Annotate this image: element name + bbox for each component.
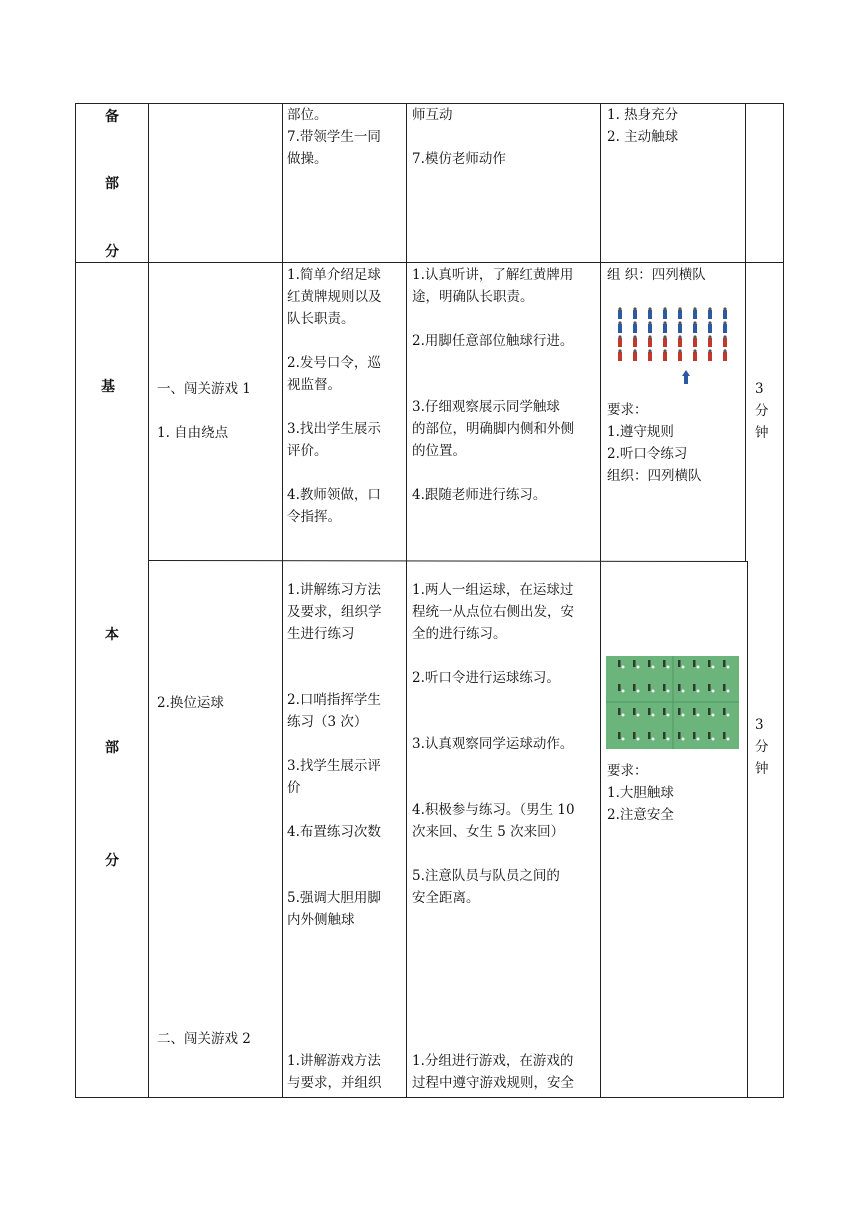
ball-marker <box>667 666 670 669</box>
student-head <box>693 335 696 338</box>
ball-marker <box>637 690 640 693</box>
student-head <box>633 349 636 352</box>
student-head <box>693 307 696 310</box>
student-marker <box>723 338 727 347</box>
ball-marker <box>652 738 655 741</box>
player-marker <box>693 732 696 739</box>
ball-marker <box>622 738 625 741</box>
student-head <box>633 321 636 324</box>
ball-marker <box>667 738 670 741</box>
player-marker <box>618 660 621 667</box>
student-head <box>678 321 681 324</box>
player-marker <box>648 660 651 667</box>
student-head <box>723 307 726 310</box>
student-marker <box>663 310 667 319</box>
prep-teacher-activity: 部位。 7.带领学生一同 做操。 <box>287 107 381 167</box>
ball-marker <box>682 714 685 717</box>
basic-section-char-3: 部 <box>105 740 119 756</box>
student-marker <box>648 324 652 333</box>
row-divider <box>75 262 784 263</box>
student-marker <box>633 324 637 333</box>
player-marker <box>693 708 696 715</box>
game1-content: 一、闯关游戏 1 1. 自由绕点 <box>157 381 251 441</box>
column-divider <box>406 103 407 1098</box>
student-marker <box>708 310 712 319</box>
student-marker <box>618 310 622 319</box>
teacher-marker <box>682 370 690 384</box>
student-marker <box>648 352 652 361</box>
game2-content: 二、闯关游戏 2 <box>157 1031 251 1047</box>
student-marker <box>708 324 712 333</box>
student-marker <box>693 338 697 347</box>
ball-marker <box>667 690 670 693</box>
player-marker <box>648 684 651 691</box>
player-marker <box>708 732 711 739</box>
ball-marker <box>712 714 715 717</box>
dribbling-drill-figure <box>606 656 739 749</box>
student-marker <box>678 352 682 361</box>
student-head <box>648 321 651 324</box>
ball-marker <box>667 714 670 717</box>
student-marker <box>648 338 652 347</box>
player-marker <box>663 732 666 739</box>
student-head <box>708 321 711 324</box>
student-head <box>693 349 696 352</box>
student-marker <box>693 324 697 333</box>
student-marker <box>663 352 667 361</box>
student-head <box>648 349 651 352</box>
student-head <box>618 321 621 324</box>
student-marker <box>708 352 712 361</box>
ball-marker <box>727 690 730 693</box>
prep-student-activity: 师互动 7.模仿老师动作 <box>412 107 506 167</box>
game2-student-activity: 1.分组进行游戏，在游戏的 过程中遵守游戏规则，安全 <box>412 1053 574 1091</box>
ball-marker <box>727 666 730 669</box>
student-head <box>693 321 696 324</box>
player-marker <box>723 708 726 715</box>
student-head <box>708 335 711 338</box>
student-marker <box>723 310 727 319</box>
game2-teacher-activity: 1.讲解游戏方法 与要求，并组织 <box>287 1053 382 1091</box>
student-marker <box>618 352 622 361</box>
game1-org-title: 组 织：四列横队 <box>607 267 706 283</box>
student-marker <box>663 338 667 347</box>
student-head <box>663 307 666 310</box>
player-marker <box>663 684 666 691</box>
student-head <box>663 335 666 338</box>
student-head <box>633 335 636 338</box>
ball-marker <box>652 714 655 717</box>
player-marker <box>723 660 726 667</box>
student-head <box>618 335 621 338</box>
ball-marker <box>682 690 685 693</box>
player-marker <box>723 684 726 691</box>
student-head <box>663 349 666 352</box>
student-marker <box>693 352 697 361</box>
prep-section-char-3: 分 <box>105 244 119 260</box>
player-marker <box>678 684 681 691</box>
ball-marker <box>697 690 700 693</box>
column-divider <box>600 103 601 1098</box>
player-marker <box>708 684 711 691</box>
student-marker <box>633 352 637 361</box>
student-marker <box>618 324 622 333</box>
student-marker <box>618 338 622 347</box>
student-marker <box>678 310 682 319</box>
ball-marker <box>622 714 625 717</box>
drill2-teacher-activity: 1.讲解练习方法 及要求，组织学 生进行练习 2.口哨指挥学生 练习（3 次） 3.找学生展示评 价 4.布置练习次数 5.强调大胆用脚 内外侧触球 <box>287 582 382 928</box>
ball-marker <box>652 666 655 669</box>
player-marker <box>648 708 651 715</box>
student-head <box>663 321 666 324</box>
player-marker <box>618 684 621 691</box>
ball-marker <box>682 666 685 669</box>
game1-time: 3 分 钟 <box>755 381 769 441</box>
basic-section-char-2: 本 <box>105 627 119 643</box>
student-head <box>618 349 621 352</box>
ball-marker <box>712 738 715 741</box>
player-marker <box>633 660 636 667</box>
ball-marker <box>712 666 715 669</box>
player-marker <box>693 684 696 691</box>
basic-section-char-4: 分 <box>105 853 119 869</box>
game1-teacher-activity: 1.简单介绍足球 红黄牌规则以及 队长职责。 2.发号口令，巡 视监督。 3.找出学生展示 评价。 4.教师领做，口 令指挥。 <box>287 267 382 525</box>
ball-marker <box>712 690 715 693</box>
prep-organization: 1. 热身充分 2. 主动触球 <box>607 107 679 145</box>
student-head <box>678 349 681 352</box>
basic-section-char-1: 基 <box>101 379 115 395</box>
student-head <box>648 335 651 338</box>
drill2-content: 2.换位运球 <box>157 695 224 711</box>
player-marker <box>723 732 726 739</box>
drill2-org-requirements: 要求： 1.大胆触球 2.注意安全 <box>607 763 674 823</box>
student-marker <box>633 310 637 319</box>
ball-marker <box>637 714 640 717</box>
ball-marker <box>727 738 730 741</box>
game1-org-requirements: 要求： 1.遵守规则 2.听口令练习 组织：四列横队 <box>607 402 702 484</box>
prep-section-char-1: 备 <box>105 109 119 125</box>
column-divider <box>745 103 746 561</box>
student-head <box>678 335 681 338</box>
ball-marker <box>622 690 625 693</box>
student-head <box>633 307 636 310</box>
student-head <box>708 349 711 352</box>
drill2-student-activity: 1.两人一组运球，在运球过 程统一从点位右侧出发，安 全的进行练习。 2.听口令进行运球练习。 3.认真观察同学运球动作。 4.积极参与练习。（男生 10 次来回、女生 5 次来回） 5.注意队员与队员之间的 安全距离。 <box>412 582 575 906</box>
student-marker <box>633 338 637 347</box>
player-marker <box>633 684 636 691</box>
student-head <box>678 307 681 310</box>
student-marker <box>723 352 727 361</box>
player-marker <box>663 708 666 715</box>
student-marker <box>723 324 727 333</box>
prep-section-char-2: 部 <box>105 176 119 192</box>
player-marker <box>618 708 621 715</box>
student-head <box>723 321 726 324</box>
player-marker <box>693 660 696 667</box>
dribbling-drill-players <box>606 656 739 749</box>
player-marker <box>633 708 636 715</box>
ball-marker <box>682 738 685 741</box>
ball-marker <box>697 714 700 717</box>
ball-marker <box>697 666 700 669</box>
student-marker <box>648 310 652 319</box>
column-divider <box>282 103 283 1098</box>
student-marker <box>678 324 682 333</box>
ball-marker <box>652 690 655 693</box>
drill2-time: 3 分 钟 <box>755 717 769 777</box>
player-marker <box>618 732 621 739</box>
student-marker <box>663 324 667 333</box>
player-marker <box>678 660 681 667</box>
player-marker <box>663 660 666 667</box>
player-marker <box>708 708 711 715</box>
player-marker <box>678 732 681 739</box>
ball-marker <box>727 714 730 717</box>
player-marker <box>708 660 711 667</box>
student-head <box>708 307 711 310</box>
player-marker <box>648 732 651 739</box>
ball-marker <box>637 738 640 741</box>
column-divider <box>148 103 149 1098</box>
player-marker <box>633 732 636 739</box>
student-head <box>723 335 726 338</box>
student-head <box>648 307 651 310</box>
column-divider <box>747 561 748 1098</box>
student-marker <box>678 338 682 347</box>
ball-marker <box>637 666 640 669</box>
four-row-formation-figure <box>612 306 736 386</box>
ball-marker <box>697 738 700 741</box>
player-marker <box>678 708 681 715</box>
student-marker <box>693 310 697 319</box>
game1-student-activity: 1.认真听讲，了解红黄牌用 途，明确队长职责。 2.用脚任意部位触球行进。 3.仔细观察展示同学触球 的部位，明确脚内侧和外侧 的位置。 4.跟随老师进行练习。 <box>412 267 574 503</box>
student-head <box>618 307 621 310</box>
ball-marker <box>622 666 625 669</box>
student-head <box>723 349 726 352</box>
student-marker <box>708 338 712 347</box>
